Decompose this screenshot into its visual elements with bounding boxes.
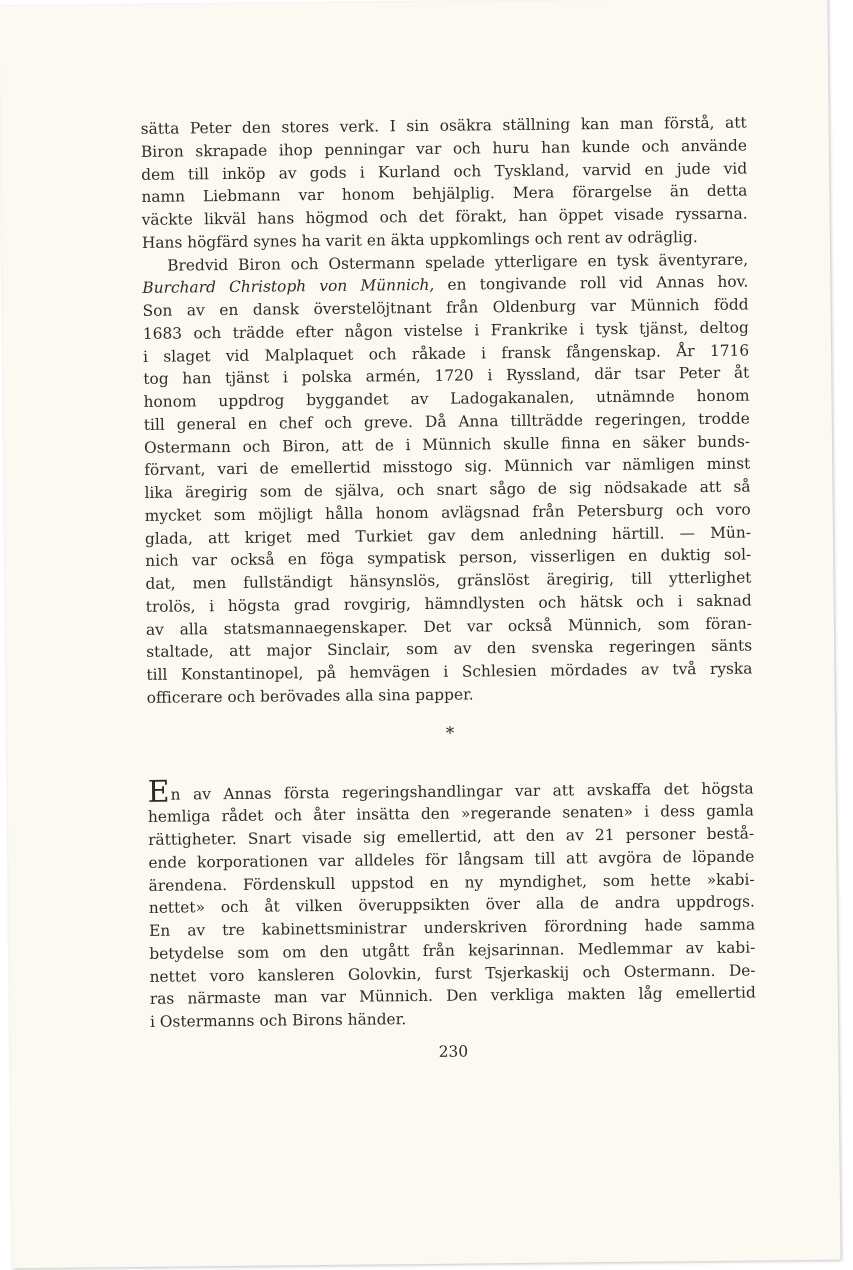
text-fragment: n av Annas första regeringshandlingar var att avskaffa det högsta	[170, 779, 754, 804]
text-line: staltade, att major Sinclair, som av den svenska regeringen sänts	[146, 636, 753, 662]
section-separator: *	[445, 723, 455, 744]
page-number: 230	[438, 1042, 469, 1061]
text-line: namn Liebmann var honom behjälplig. Mera förargelse än detta	[141, 181, 748, 207]
text-line: förvant, vari de emellertid misstogo sig. Münnich var nämligen minst	[144, 454, 751, 480]
text-line: ende korporationen var alldeles för långsam till att avgöra de löpande	[148, 847, 755, 872]
text-line: trolös, i högsta grad rovgirig, hämndlysten och hätsk och i saknad	[145, 591, 752, 616]
text-line: sätta Peter den stores verk. I sin osäkra ställning kan man förstå, att	[140, 113, 747, 138]
text-line: honom uppdrog byggandet av Ladogakanalen, utnämnde honom	[143, 386, 750, 411]
text-line: glada, att kriget med Turkiet gav dem anledning härtill. — Mün-	[144, 523, 752, 548]
text-line: Bredvid Biron och Ostermann spelade ytterligare en tysk äventyrare,	[167, 250, 749, 275]
initial-letter: E	[147, 774, 170, 810]
text-line: En av tre kabinettsministrar underskriven förordning hade samma	[149, 915, 756, 940]
text-block	[141, 112, 757, 1067]
text-line: väckte likväl hans högmod och det förakt, han öppet visade ryssarna.	[141, 204, 748, 229]
text-line: till Konstantinopel, på hemvägen i Schlesien mördades av två ryska	[146, 659, 753, 684]
text-line: nettet» och åt vilken överuppsikten över alla de andra uppdrogs.	[148, 892, 755, 918]
text-line: officerare och berövades alla sina papper.	[146, 685, 474, 707]
text-line: av alla statsmannaegenskaper. Det var också Münnich, som föran-	[145, 614, 753, 639]
text-line: Biron skrapade ihop penningar var och huru han kunde och använde	[140, 136, 748, 161]
text-line: Ostermann och Biron, att de i Münnich skulle finna en säker bunds-	[143, 432, 751, 457]
text-line: Hans högfärd synes ha varit en äkta uppkomlings och rent av odräglig.	[141, 227, 698, 252]
text-line: mycket som möjligt hålla honom avlägsnad från Petersburg och voro	[144, 500, 751, 525]
text-line: nettet voro kansleren Golovkin, furst Tsjerkaskij och Ostermann. De-	[149, 961, 756, 986]
text-line: till general en chef och greve. Då Anna tillträdde regeringen, trodde	[143, 409, 750, 434]
text-line: betydelse som om den utgått från kejsarinnan. Medlemmar av kabi-	[149, 938, 756, 963]
person-name-italic: Burchard Christoph von Münnich,	[142, 276, 435, 298]
text-line: dem till inköp av gods i Kurland och Tyskland, varvid en jude vid	[141, 159, 748, 184]
text-line: i slaget vid Malplaquet och råkade i fransk fångenskap. År 1716	[142, 341, 750, 366]
text-line: Son av en dansk överstelöjtnant från Oldenburg var Münnich född	[142, 295, 749, 320]
text-line: i Ostermanns och Birons händer.	[149, 1010, 407, 1031]
text-line: ras närmaste man var Münnich. Den verkliga makten låg emellertid	[149, 983, 756, 1009]
text-line: 1683 och trädde efter någon vistelse i Frankrike i tysk tjänst, deltog	[142, 318, 749, 343]
text-line: ärendena. Fördenskull uppstod en ny myndighet, som hette »kabi-	[148, 870, 755, 895]
text-line: dat, men fullständigt hänsynslös, gränslöst äregirig, till ytterlighet	[145, 568, 752, 593]
text-line: nich var också en föga sympatisk person, visserligen en duktig sol-	[145, 545, 752, 571]
text-line: hemliga rådet och åter insätta den »regerande senaten» i dess gamla	[147, 801, 754, 827]
text-fragment: en tongivande roll vid Annas hov.	[434, 272, 749, 295]
text-line: tog han tjänst i polska armén, 1720 i Ryssland, där tsar Peter åt	[143, 363, 750, 389]
paragraph-3	[148, 776, 757, 1034]
text-line: rättigheter. Snart visade sig emellertid, att den av 21 personer bestå-	[148, 824, 755, 849]
text-line: lika äregirig som de själva, och snart sågo de sig nödsakade att så	[144, 477, 751, 502]
paragraph-1	[141, 112, 748, 255]
paragraph-2	[142, 248, 753, 709]
